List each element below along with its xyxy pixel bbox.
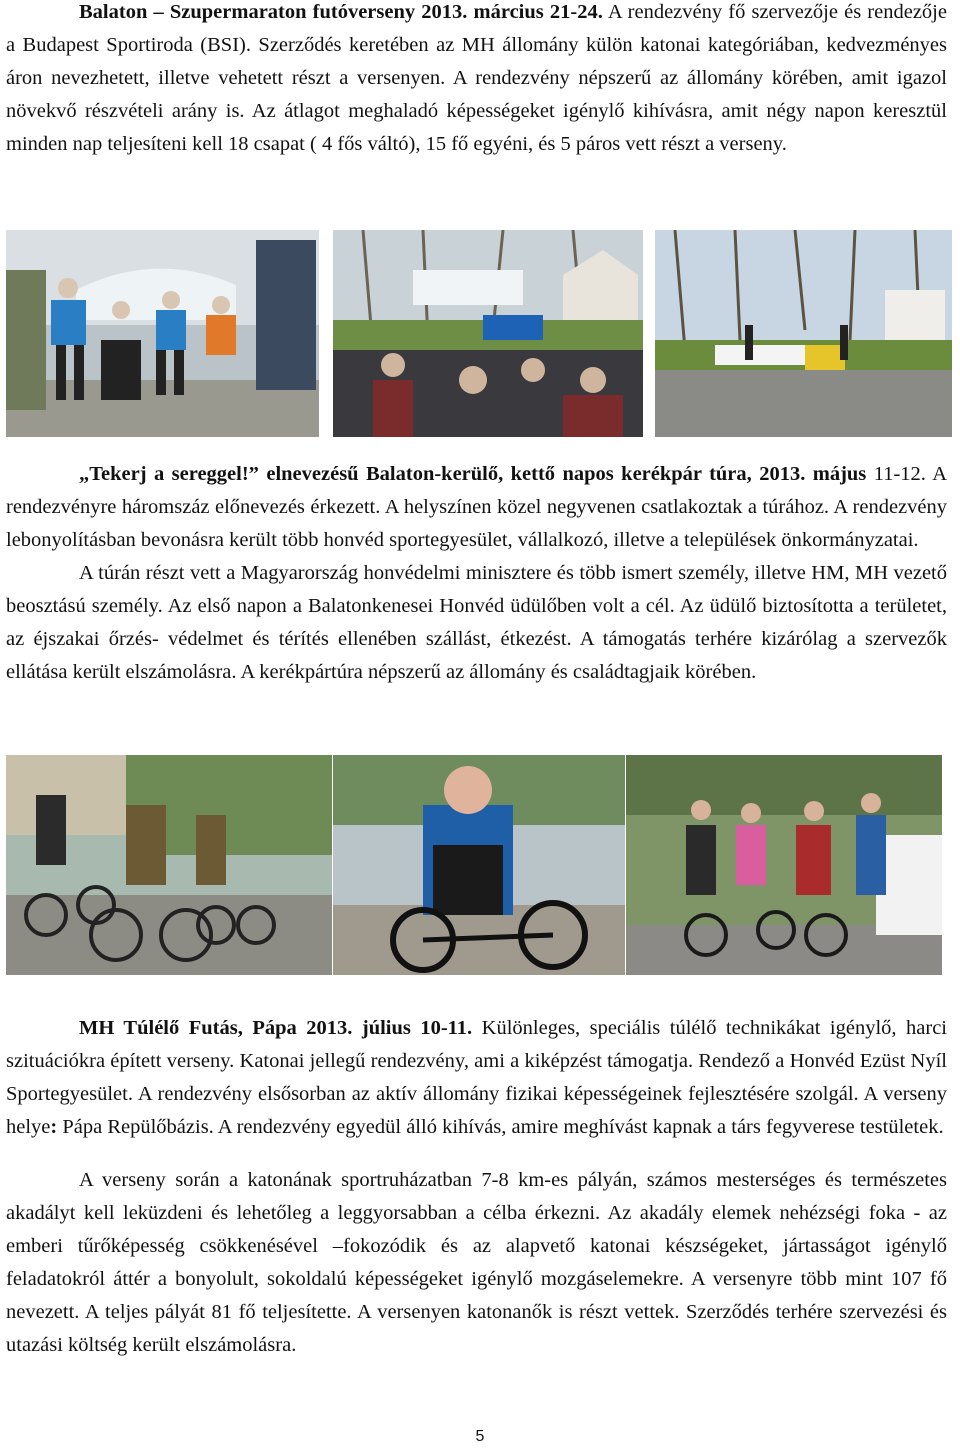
page-number: 5: [475, 1428, 485, 1445]
bike-tour-title: „Tekerj a sereggel!” elnevezésű Balaton-kerülő, kettő napos kerékpár túra, 2013. május: [79, 463, 867, 485]
marathon-crowd-photo: [333, 230, 643, 437]
marathon-paragraph: [6, 0, 947, 161]
survival-run-title: MH Túlélő Futás, Pápa 2013. július 10-11.: [79, 1017, 473, 1039]
bike-tour-text-2: A túrán részt vett a Magyarország honvédelmi minisztere és több ismert személy, illetve HM, MH vezető beosztású személy. Az első napon a Balatonkenesei Honvéd üdülőben volt a cél. Az üdülő biztosította a területet, az éjszakai őrzés- védelmet és térítés ellenében szállást, étkezést. A támogatás terhére kizárólag a szervezők ellátása került elszámolásra. A kerékpártúra népszerű az állomány és családtagjaik körében.: [6, 562, 947, 683]
marathon-start-photo: [6, 230, 319, 437]
survival-run-text: Különleges, speciális túlélő technikákat igénylő, harci szituációkra épített verseny. Katonai jellegű rendezvény, ami a kiképzést támogatja. Rendező a Honvéd Ezüst Nyíl Sportegyesület. A rendezvény elsősorban az aktív állomány fizikai képességeinek fejlesztésére szolgál. A verseny helye: [6, 1017, 947, 1138]
marathon-finish-photo: [655, 230, 952, 437]
bike-tour-text: 11-12. A rendezvényre háromszáz előnevezés érkezett. A helyszínen közel negyvenen csatlakoztak a túrához. A rendezvény lebonyolításban bevonásra került több honvéd sportegyesület, vállalkozó, illetve a települések önkormányzatai.: [6, 463, 948, 551]
survival-run-text-b: Pápa Repülőbázis. A rendezvény egyedül álló kihívás, amire meghívást kapnak a társ fegyverese testületek.: [57, 1116, 944, 1138]
survival-run-paragraph: [6, 1012, 947, 1362]
bike-group-photo: [626, 755, 942, 975]
marathon-title: Balaton – Szupermaraton futóverseny 2013. március 21-24.: [79, 1, 603, 23]
survival-run-colon: :: [50, 1116, 58, 1138]
survival-run-text-2: A verseny során a katonának sportruházatban 7-8 km-es pályán, számos mesterséges és természetes akadályt kell leküzdeni és lehetőleg a leggyorsabban a célba érkezni. Az akadály elemek nehézségi foka - az emberi tűrőképesség csökkenésével –fokozódik és az alapvető katonai készségeket, jártasságot igénylő feladatokról áttér a bonyolult, sokoldalú képességeket igénylő mozgáselemekre. A versenyre több mint 107 fő nevezett. A teljes pályát 81 fő teljesítette. A versenyen katonanők is részt vettek. Szerződés terhére szervezési és utazási költség került elszámolásra.: [6, 1169, 947, 1356]
bike-soldiers-photo: [6, 755, 332, 975]
bike-tour-paragraph: [6, 458, 947, 689]
marathon-text: A rendezvény fő szervezője és rendezője a Budapest Sportiroda (BSI). Szerződés keretében az MH állomány külön katonai kategóriában, kedvezményes áron nevezhetett, illetve vehetett részt a versenyen. A rendezvény népszerű az állomány körében, amit igazol növekvő részvételi arány is. Az átlagot meghaladó képességeket igénylő kihívásra, amit négy napon keresztül minden nap teljesíteni kell 18 csapat ( 4 fős váltó), 15 fő egyéni, és 5 páros vett részt a verseny.: [6, 1, 947, 155]
bike-minister-photo: [333, 755, 625, 975]
